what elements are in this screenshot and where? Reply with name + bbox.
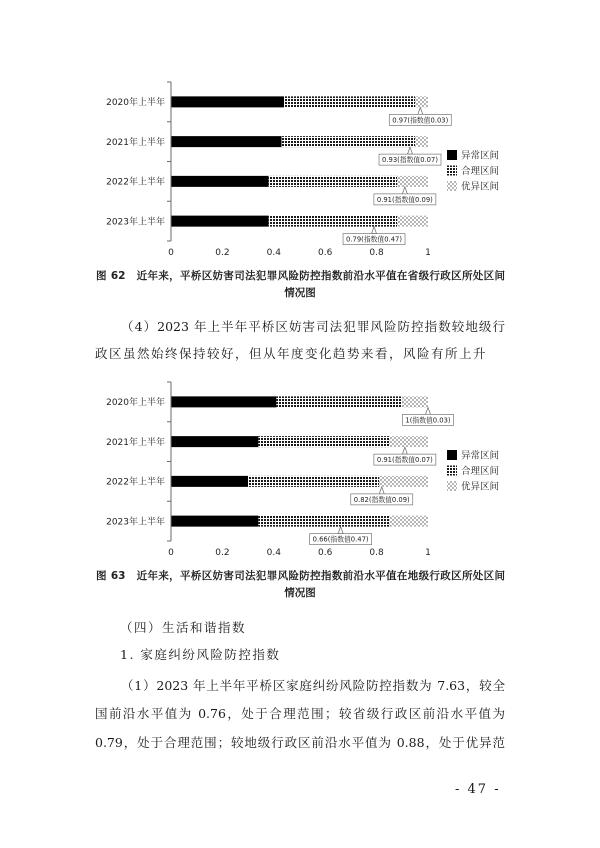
data-label: 0.82(指数值0.09)	[353, 495, 410, 504]
bar-segment-reasonable	[258, 516, 389, 527]
x-tick-label: 0.6	[318, 248, 333, 258]
figure-63-caption: 图 63 近年来，平桥区妨害司法犯罪风险防控指数前沿水平值在地级行政区所处区间	[96, 570, 505, 582]
data-callout	[379, 147, 441, 165]
bar-segment-excellent	[402, 396, 428, 407]
bar-segment-excellent	[379, 476, 428, 487]
callout-pointer	[408, 147, 413, 154]
bar-segment-reasonable	[282, 136, 416, 147]
subsection-heading: 1. 家庭纠纷风险防控指数	[120, 647, 281, 662]
bar-segment-reasonable	[269, 176, 398, 187]
data-callout	[374, 187, 436, 205]
legend-label: 合理区间	[461, 166, 500, 177]
x-tick-label: 0	[168, 248, 174, 258]
x-tick-label: 1	[425, 548, 431, 558]
bar-segment-abnormal	[171, 96, 284, 107]
bar-segment-reasonable	[269, 216, 398, 227]
callout-pointer	[372, 227, 377, 234]
legend-label: 异常区间	[461, 150, 500, 162]
category-label: 2021年上半年	[106, 137, 165, 148]
category-label: 2023年上半年	[106, 517, 165, 528]
paragraph-line: （4）2023 年上半年平桥区妨害司法犯罪风险防控指数较地级行	[121, 319, 505, 334]
x-tick-label: 0.4	[266, 248, 281, 258]
bar-segment-abnormal	[171, 516, 258, 527]
x-tick-label: 0.8	[369, 248, 384, 258]
data-label: 0.97(指数值0.03)	[392, 116, 449, 125]
paragraph-line: 0.79，处于合理范围；较地级行政区前沿水平值为 0.88，处于优异范	[95, 735, 505, 750]
legend-swatch-abnormal	[447, 150, 457, 160]
bar-segment-reasonable	[248, 476, 379, 487]
data-callout	[310, 527, 372, 545]
bar-segment-abnormal	[171, 396, 276, 407]
callout-pointer	[418, 107, 423, 114]
figure-62-caption: 图 62 近年来，平桥区妨害司法犯罪风险防控指数前沿水平值在省级行政区所处区间	[96, 270, 505, 282]
data-label: 1(指数值0.03)	[405, 416, 451, 425]
callout-pointer	[402, 187, 407, 194]
x-tick-label: 0.2	[215, 548, 230, 558]
callout-pointer	[379, 487, 384, 494]
bar-segment-reasonable	[276, 396, 402, 407]
data-callout	[389, 107, 451, 125]
chart-figure-62	[0, 75, 600, 265]
bar-segment-excellent	[397, 176, 428, 187]
legend-swatch-excellent	[447, 481, 457, 491]
data-label: 0.91(指数值0.09)	[376, 195, 433, 204]
data-callout	[374, 447, 436, 465]
data-label: 0.79(指数值0.47)	[346, 235, 403, 244]
category-label: 2023年上半年	[106, 217, 165, 228]
paragraph-line: （1）2023 年上半年平桥区家庭纠纷风险防控指数为 7.63，较全	[121, 678, 505, 693]
data-callout	[343, 227, 405, 245]
section-heading: （四）生活和谐指数	[120, 620, 247, 635]
x-tick-label: 0	[168, 548, 174, 558]
chart-figure-63	[0, 375, 600, 565]
bar-segment-abnormal	[171, 176, 269, 187]
bar-segment-reasonable	[284, 96, 415, 107]
bar-segment-abnormal	[171, 136, 282, 147]
callout-pointer	[426, 407, 431, 414]
paragraph-line: 国前沿水平值为 0.76，处于合理范围；较省级行政区前沿水平值为	[95, 706, 505, 721]
x-tick-label: 0.4	[266, 548, 281, 558]
data-label: 0.91(指数值0.07)	[376, 456, 433, 465]
legend-swatch-abnormal	[447, 450, 457, 460]
data-callout	[402, 407, 453, 425]
page-number: - 47 -	[455, 782, 501, 797]
bar-segment-excellent	[389, 516, 428, 527]
legend-swatch-reasonable	[447, 466, 457, 476]
category-label: 2021年上半年	[106, 437, 165, 448]
x-tick-label: 0.2	[215, 248, 230, 258]
legend-swatch-reasonable	[447, 166, 457, 176]
legend-swatch-excellent	[447, 181, 457, 191]
callout-pointer	[338, 527, 343, 534]
bar-segment-abnormal	[171, 436, 258, 447]
legend-label: 优异区间	[461, 181, 500, 193]
bar-segment-excellent	[415, 96, 428, 107]
bar-segment-abnormal	[171, 216, 269, 227]
x-tick-label: 0.8	[369, 548, 384, 558]
x-tick-label: 1	[425, 248, 431, 258]
bar-segment-excellent	[389, 436, 428, 447]
bar-segment-excellent	[397, 216, 428, 227]
data-label: 0.66(指数值0.47)	[312, 535, 369, 544]
legend-label: 异常区间	[461, 450, 500, 462]
x-tick-label: 0.6	[318, 548, 333, 558]
category-label: 2020年上半年	[106, 98, 165, 109]
bar-segment-abnormal	[171, 476, 248, 487]
legend-label: 优异区间	[461, 481, 500, 493]
paragraph-line: 政区虽然始终保持较好，但从年度变化趋势来看，风险有所上升	[95, 346, 488, 361]
callout-pointer	[402, 447, 407, 454]
bar-segment-reasonable	[258, 436, 389, 447]
bar-segment-excellent	[415, 136, 428, 147]
category-label: 2022年上半年	[106, 177, 165, 188]
data-callout	[351, 487, 413, 505]
category-label: 2020年上半年	[106, 398, 165, 409]
figure-62-caption-continued: 情况图	[284, 287, 316, 299]
category-label: 2022年上半年	[106, 477, 165, 488]
data-label: 0.93(指数值0.07)	[382, 156, 438, 165]
legend-label: 合理区间	[461, 466, 500, 477]
figure-63-caption-continued: 情况图	[284, 587, 316, 599]
